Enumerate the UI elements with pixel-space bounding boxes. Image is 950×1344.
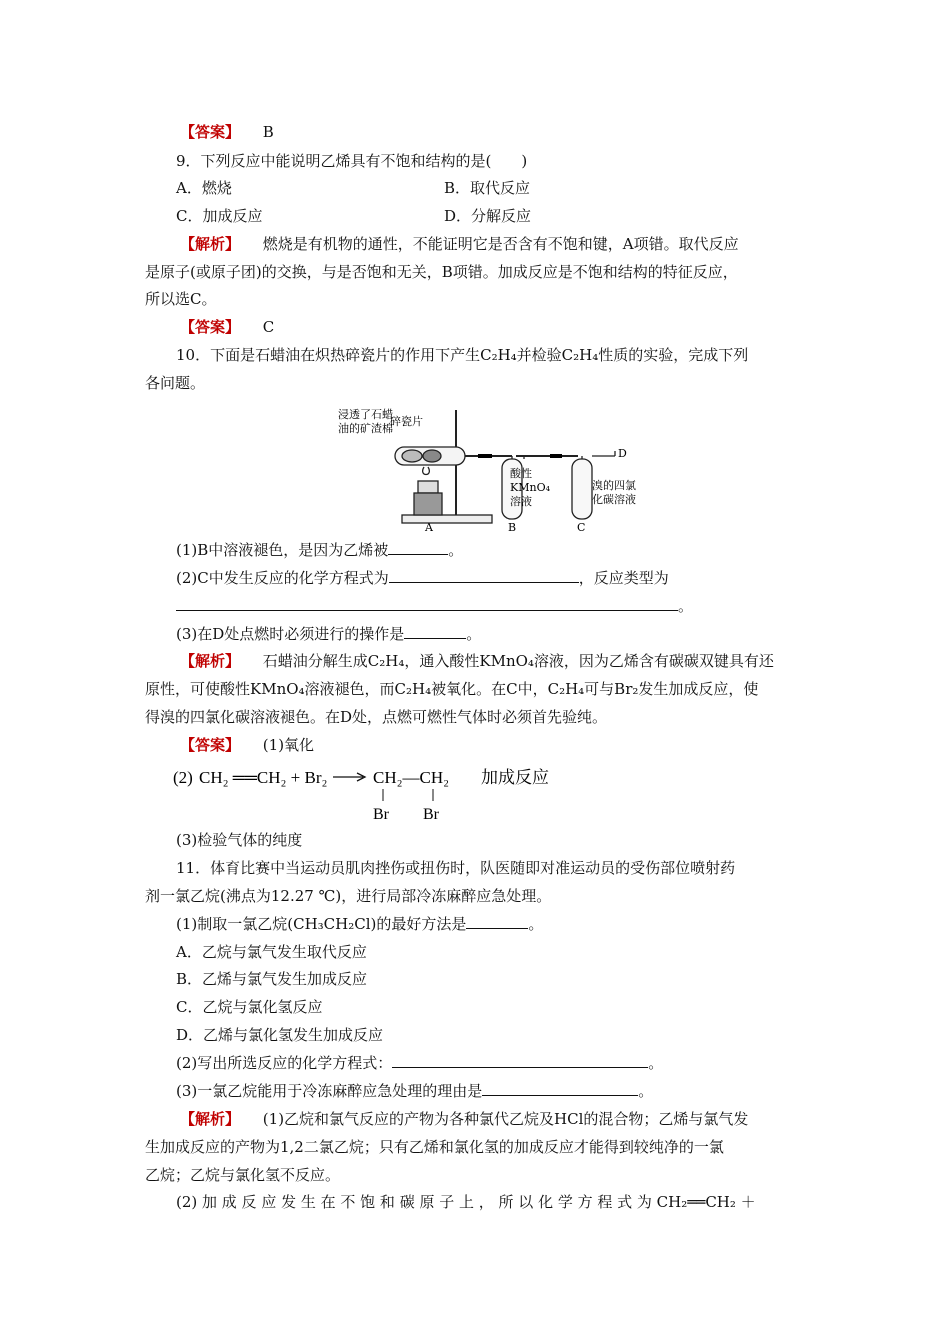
analysis-tag: 【解析】 [180,235,241,253]
eq-reactant: CH₂ ══CH₂ + Br₂ [199,768,328,787]
q10-part2 [176,567,669,589]
q9-analysis-line3: 所以选C。 [145,290,217,308]
q11-analysis-line2: 生加成反应的产物为1,2二氯乙烷；只有乙烯和氯化氢的加成反应才能得到较纯净的一氯 [145,1138,724,1156]
q9-answer-line [180,316,274,338]
blank [392,1053,648,1068]
label-solution: 溶液 [510,495,532,508]
q10-part2-mid: ，反应类型为 [578,569,669,587]
q11-part1 [176,913,543,935]
answer-line [180,121,274,143]
q10-part1 [176,539,463,561]
question-11-stem-line2: 剂一氯乙烷(沸点为12.27 ℃)，进行局部冷冻麻醉应急处理。 [145,887,552,905]
q10-part3-text: (3)在D处点燃时必须进行的操作是 [176,625,405,643]
q11-option-c: C．乙烷与氯化氢反应 [176,998,323,1016]
q11-part3-text: (3)一氯乙烷能用于冷冻麻醉应急处理的理由是 [176,1082,483,1100]
answer-tag: 【答案】 [180,123,241,141]
q10-analysis-line1 [180,650,774,672]
eq-type: 加成反应 [481,768,549,787]
analysis-tag: 【解析】 [180,1110,241,1128]
q10-part3 [176,623,481,645]
eq-br-2: Br [423,806,439,823]
q11-part2 [176,1052,663,1074]
blank [389,568,579,583]
q11-option-a: A．乙烷与氯气发生取代反应 [176,943,367,961]
blank [466,914,528,929]
answer-value: C [262,318,275,336]
q10-answer-line [180,734,314,756]
eq-br-1: Br [373,806,389,823]
analysis-text: (1)乙烷和氯气反应的产物为各种氯代乙烷及HCl的混合物；乙烯与氯气发 [262,1110,749,1128]
punct: 。 [638,1082,654,1100]
analysis-text: 石蜡油分解生成C₂H₄，通入酸性KMnO₄溶液，因为乙烯含有碳碳双键具有还 [262,652,774,670]
label-br-2: 化碳溶液 [592,493,636,506]
q9-analysis-line1 [180,233,739,255]
label-d: D [618,447,627,460]
label-oil: 浸透了石蜡 [338,408,393,421]
label-oil-2: 油的矿渣棉 [338,422,393,435]
answer-tag: 【答案】 [180,736,241,754]
punct: 。 [528,915,544,933]
punct: 。 [648,1054,664,1072]
question-9-stem: 9．下列反应中能说明乙烯具有不饱和结构的是( ) [176,152,528,170]
q11-option-d: D．乙烯与氯化氢发生加成反应 [176,1026,384,1044]
q11-analysis-line4: (2) 加 成 反 应 发 生 在 不 饱 和 碳 原 子 上 ， 所 以 化 学 方 程 式 为 CH₂══CH₂ ＋ [176,1193,756,1211]
punct: 。 [466,625,482,643]
label-chips: 碎瓷片 [390,415,423,428]
chemical-equation [173,765,573,825]
answer-value: B [262,123,274,141]
label-c: C [577,521,586,533]
blank [388,540,448,555]
blank [404,624,466,639]
analysis-tag: 【解析】 [180,652,241,670]
punct: 。 [678,597,694,615]
q9-option-c: C．加成反应 [176,207,263,225]
label-br: 溴的四氯 [592,479,636,492]
blank [176,596,678,611]
q11-part3 [176,1080,653,1102]
q11-part2-text: (2)写出所选反应的化学方程式： [176,1054,393,1072]
q10-analysis-line3: 得溴的四氯化碳溶液褪色。在D处，点燃可燃性气体时必须首先验纯。 [145,708,608,726]
blank [482,1081,638,1096]
q11-part1-text: (1)制取一氯乙烷(CH₃CH₂Cl)的最好方法是 [176,915,467,933]
q10-part2-cont [176,595,693,617]
label-acid: 酸性 [510,467,532,480]
label-kmno4: KMnO₄ [510,481,550,494]
q10-answer3: (3)检验气体的纯度 [176,831,303,849]
analysis-text: 燃烧是有机物的通性，不能证明它是否含有不饱和键，A项错。取代反应 [262,235,739,253]
q10-part1-text: (1)B中溶液褪色，是因为乙烯被 [176,541,389,559]
q9-option-b: B．取代反应 [444,179,531,197]
q11-option-b: B．乙烯与氯气发生加成反应 [176,970,368,988]
punct: 。 [448,541,464,559]
answer-tag: 【答案】 [180,318,241,336]
label-a: A [425,521,433,533]
eq-product: CH₂—CH₂ [373,768,450,787]
q10-part2-text: (2)C中发生反应的化学方程式为 [176,569,389,587]
eq-prefix: (2) [173,768,193,787]
question-10-stem-line2: 各问题。 [145,374,206,392]
answer-value: (1)氧化 [262,736,315,754]
q11-analysis-line3: 乙烷；乙烷与氯化氢不反应。 [145,1166,341,1184]
question-11-stem-line1: 11．体育比赛中当运动员肌肉挫伤或扭伤时，队医随即对准运动员的受伤部位喷射药 [176,859,736,877]
q9-analysis-line2: 是原子(或原子团)的交换，与是否饱和无关，B项错。加成反应是不饱和结构的特征反应， [145,263,738,281]
q10-analysis-line2: 原性，可使酸性KMnO₄溶液褪色，而C₂H₄被氧化。在C中，C₂H₄可与Br₂发生加成反应，使 [145,680,759,698]
label-b: B [508,521,517,533]
apparatus-diagram [330,405,660,533]
q11-analysis-line1 [180,1108,748,1130]
q9-option-d: D．分解反应 [444,207,532,225]
question-10-stem-line1: 10．下面是石蜡油在炽热碎瓷片的作用下产生C₂H₄并检验C₂H₄性质的实验，完成下列 [176,346,749,364]
q9-option-a: A．燃烧 [176,179,232,197]
